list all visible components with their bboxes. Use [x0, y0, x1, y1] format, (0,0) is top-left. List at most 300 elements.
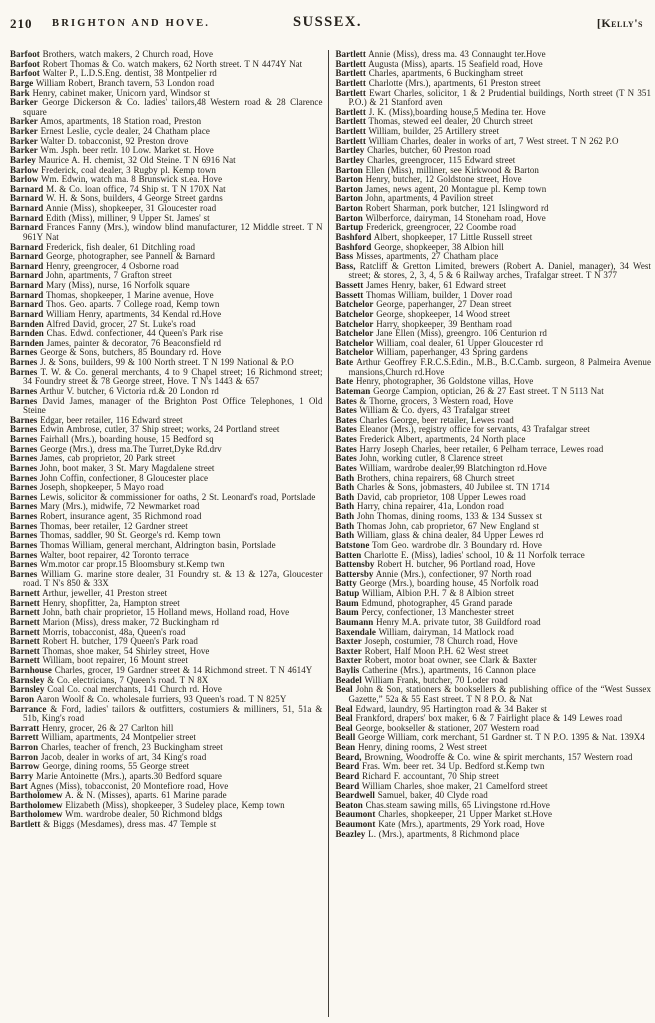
entry-surname: Batchelor	[335, 318, 374, 329]
directory-entry: Batstone Tom Geo. wardrobe dlr. 3 Boundary rd. Hove	[335, 539, 542, 550]
directory-entry: Barnett Robert H. butcher, 179 Queen's Park road	[10, 636, 198, 647]
directory-entry: Barfoot Brothers, watch makers, 2 Church road, Hove	[10, 50, 213, 59]
entry-surname: Barker	[10, 135, 38, 146]
directory-entry: Barnes Edwin Ambrose, cutler, 37 Ship street; works, 24 Portland street	[10, 424, 280, 435]
directory-entry: Barnes David James, manager of the Brighton Post Office Telephones, 1 Old Steine	[10, 395, 323, 416]
directory-entry: Bartlett Charlotte (Mrs.), apartments, 61 Preston street	[335, 77, 541, 88]
entry-surname: Barnden	[10, 328, 44, 339]
directory-entry: Bath Harry, china repairer, 41a, London road	[335, 501, 504, 512]
entry-surname: Barnes	[10, 366, 38, 377]
entry-surname: Barlow	[10, 174, 39, 185]
directory-entry: Barron Jacob, dealer in works of art, 34 King's road	[10, 751, 207, 762]
directory-entry: Barnett Henry, shopfitter, 2a, Hampton street	[10, 597, 180, 608]
directory-entry: Barnes Joseph, shopkeeper, 5 Mayo road	[10, 482, 164, 493]
directory-entry: Barnsley Coal Co. coal merchants, 141 Church rd. Hove	[10, 684, 222, 695]
directory-entry: Bean Henry, dining rooms, 2 West street	[335, 742, 487, 752]
directory-entry: Barnden Alfred David, grocer, 27 St. Luke's road	[10, 318, 196, 329]
directory-entry: Baum Percy, confectioner, 13 Manchester street	[335, 607, 515, 618]
directory-entry: Barnes Mary (Mrs.), midwife, 72 Newmarket road	[10, 501, 200, 512]
entry-surname: Bartlett	[335, 50, 366, 59]
entry-surname: Barnard	[10, 308, 44, 319]
entry-surname: Barton	[335, 203, 363, 213]
directory-entry: Barnes Walter, boot repairer, 42 Toronto terrace	[10, 549, 189, 560]
directory-entry: Bate Henry, photographer, 36 Goldstone villas, Hove	[335, 376, 534, 387]
entry-surname: Bartley	[335, 154, 365, 165]
directory-entry: Bath Thomas John, cab proprietor, 67 New England st	[335, 520, 540, 531]
directory-entry: Barnett Marion (Miss), dress maker, 72 Buckingham rd	[10, 616, 219, 627]
directory-entry: Beard Richard F. accountant, 70 Ship street	[335, 770, 499, 781]
entry-surname: Batty	[335, 578, 357, 589]
directory-entry: Barnes Thomas William, general merchant, Aldrington basin, Portslade	[10, 539, 276, 550]
entry-surname: Batchelor	[335, 308, 374, 319]
entry-surname: Bates	[335, 453, 357, 464]
directory-entry: Barker Ernest Leslie, cycle dealer, 24 Chatham place	[10, 126, 210, 136]
entry-surname: Barnard	[10, 193, 44, 204]
entry-surname: Barnes	[10, 453, 38, 464]
directory-entry: Batchelor George, shopkeeper, 14 Wood street	[335, 308, 511, 319]
entry-surname: Barnden	[10, 318, 44, 329]
directory-entry: Barnes John Coffin, confectioner, 8 Gloucester place	[10, 472, 209, 483]
directory-entry: Barnes Arthur V. butcher, 6 Victoria rd.& 20 London rd	[10, 385, 219, 396]
entry-surname: Bates	[335, 414, 357, 425]
directory-entry: Baxendale William, dairyman, 14 Matlock road	[335, 626, 514, 637]
entry-surname: Barnes	[10, 520, 38, 531]
entry-surname: Barton	[335, 164, 363, 175]
directory-entry: Bashford George, shopkeeper, 38 Albion hill	[335, 241, 504, 252]
directory-entry: Batty George (Mrs.), boarding house, 45 Norfolk road	[335, 578, 539, 589]
directory-entry: Bartholomew Elizabeth (Miss), shopkeeper, 3 Sudeley place, Kemp town	[10, 799, 285, 810]
directory-entry: Barnard M. & Co. loan office, 74 Ship st. T N 170X Nat	[10, 183, 226, 194]
directory-entry: Baxter Robert, motor boat owner, see Clark & Baxter	[335, 655, 537, 666]
entry-surname: Barnes	[10, 385, 38, 396]
running-title-center: SUSSEX.	[293, 14, 362, 30]
entry-surname: Barnard	[10, 251, 44, 262]
directory-entry: Beal Frankford, drapers' box maker, 6 & 7 Fairlight place & 149 Lewes road	[335, 713, 623, 724]
directory-entry: Barley Maurice A. H. chemist, 32 Old Steine. T N 6916 Nat	[10, 154, 236, 165]
directory-entry: Barton Ellen (Miss), milliner, see Kirkwood & Barton	[335, 164, 539, 175]
entry-surname: Barnett	[10, 597, 40, 608]
directory-entry: Batchelor William, coal dealer, 61 Upper Gloucester rd	[335, 337, 544, 348]
directory-entry: Barfoot Walter P., L.D.S.Eng. dentist, 38 Montpelier rd	[10, 68, 217, 79]
entry-surname: Barnes	[10, 424, 38, 435]
entry-surname: Beaton	[335, 799, 363, 810]
directory-entry: Barnett Arthur, jeweller, 41 Preston street	[10, 588, 168, 598]
entry-surname: Bartlett	[335, 106, 366, 117]
directory-entry: Bartlett J. K. (Miss),boarding house,5 Medina ter. Hove	[335, 106, 546, 117]
entry-surname: Bate	[335, 376, 354, 387]
directory-entry: Baxter Joseph, costumier, 78 Church road, Hove	[335, 636, 518, 647]
page-header	[0, 0, 655, 40]
entry-surname: Batten	[335, 549, 362, 560]
column-right	[328, 50, 655, 1017]
directory-entry: Barry Marie Antoinette (Mrs.), aparts.30 Bedford square	[10, 770, 222, 781]
directory-entry: Barrance & Ford, ladies' tailors & outfitters, costumiers & milliners, 51, 51a & 51b, King's road	[10, 703, 323, 724]
entry-surname: Barton	[335, 193, 363, 204]
directory-entry: Barnes J. & Sons, builders, 99 & 100 North street. T N 199 National & P.O	[10, 357, 294, 367]
entry-surname: Barnsley	[10, 684, 45, 695]
directory-entry: Beaton Chas.steam sawing mills, 65 Livingstone rd.Hove	[335, 799, 550, 810]
directory-entry: Beadel William Frank, butcher, 70 Loder road	[335, 674, 508, 685]
directory-columns	[0, 50, 655, 1017]
entry-surname: Bates	[335, 462, 357, 473]
entry-surname: Bartholomew	[10, 799, 63, 810]
entry-surname: Beall	[335, 732, 356, 743]
directory-entry: Bartlett William, builder, 25 Artillery street	[335, 126, 500, 136]
entry-surname: Barnes	[10, 482, 38, 493]
directory-entry: Barnes Lewis, solicitor & commissioner for oaths, 2 St. Leonard's road, Portslade	[10, 491, 316, 502]
entry-surname: Bartlett	[335, 58, 366, 69]
directory-entry: Barnes Wm.motor car propr.15 Bloomsbury st.Kemp twn	[10, 559, 225, 570]
entry-surname: Barfoot	[10, 68, 40, 79]
directory-entry: Barnes William G. marine store dealer, 31 Foundry st. & 13 & 127a, Gloucester road. T N's 850 & 33X	[10, 568, 323, 589]
directory-entry: Bartlett & Biggs (Mesdames), dress mas. 47 Temple st	[10, 819, 217, 829]
entry-surname: Beal	[335, 713, 353, 724]
entry-surname: Beard	[335, 761, 360, 772]
entry-surname: Barton	[335, 183, 363, 194]
entry-surname: Bath	[335, 530, 355, 541]
entry-surname: Bassett	[335, 289, 364, 300]
entry-surname: Barnes	[10, 559, 38, 570]
entry-surname: Batchelor	[335, 337, 374, 348]
directory-entry: Barnard Mary (Miss), nurse, 16 Norfolk square	[10, 280, 190, 290]
directory-entry: Barnes James, cab proprietor, 20 Park street	[10, 453, 176, 464]
directory-entry: Barnes Robert, insurance agent, 35 Richmond road	[10, 511, 202, 521]
entry-surname: Baylis	[335, 665, 360, 675]
directory-entry: Barlow Frederick, coal dealer, 3 Rugby pl. Kemp town	[10, 164, 216, 175]
directory-entry: Barrett William, apartments, 24 Montpelier street	[10, 732, 196, 743]
entry-surname: Baxter	[335, 645, 362, 656]
entry-surname: Bartholomew	[10, 809, 63, 820]
entry-surname: Baum	[335, 597, 359, 608]
entry-surname: Barratt	[10, 722, 40, 733]
entry-surname: Bath	[335, 511, 355, 521]
entry-surname: Bart	[10, 780, 28, 791]
entry-surname: Barnes	[10, 539, 38, 550]
entry-surname: Beaumont	[335, 819, 376, 829]
directory-entry: Bartley Charles, greengrocer, 115 Edward street	[335, 154, 516, 165]
entry-surname: Barker	[10, 145, 38, 156]
entry-surname: Barrow	[10, 761, 40, 772]
entry-surname: Barge	[10, 77, 34, 88]
directory-entry: Bartley Charles, butcher, 60 Preston road	[335, 145, 491, 156]
directory-entry: Baxter Robert, Half Moon P.H. 62 West street	[335, 645, 509, 656]
entry-surname: Bean	[335, 742, 356, 752]
directory-entry: Beal George, bookseller & stationer, 207 Western road	[335, 722, 539, 733]
directory-entry: Bates William & Co. dyers, 43 Trafalgar street	[335, 405, 510, 416]
entry-surname: Barnett	[10, 636, 40, 647]
entry-surname: Bateman	[335, 385, 371, 396]
directory-entry: Barratt Henry, grocer, 26 & 27 Carlton hill	[10, 722, 174, 733]
directory-entry: Barnard George, photographer, see Pannell & Barnard	[10, 251, 215, 262]
entry-surname: Beard,	[335, 751, 362, 762]
entry-surname: Barnes	[10, 501, 38, 512]
entry-surname: Barnett	[10, 626, 40, 637]
entry-surname: Barnes	[10, 530, 38, 541]
entry-surname: Barnett	[10, 655, 40, 666]
entry-surname: Barnes	[10, 462, 38, 473]
entry-surname: Bates	[335, 395, 357, 406]
directory-entry: Barlow Wm. Edwin, watch ma. 8 Brunswick st.ea. Hove	[10, 174, 223, 185]
entry-surname: Batchelor	[335, 347, 374, 358]
entry-surname: Bath	[335, 482, 355, 493]
directory-entry: Barton Wilberforce, dairyman, 14 Stoneham road, Hove	[335, 212, 546, 223]
directory-entry: Bass Misses, apartments, 27 Chatham place	[335, 251, 499, 262]
directory-entry: Bartup Frederick, greengrocer, 22 Coombe road	[335, 222, 517, 233]
directory-entry: Barker Amos, apartments, 18 Station road, Preston	[10, 116, 202, 127]
entry-surname: Barry	[10, 770, 34, 781]
entry-surname: Barnard	[10, 241, 44, 252]
directory-entry: Beazley L. (Mrs.), apartments, 8 Richmond place	[335, 828, 520, 839]
directory-entry: Bass, Ratcliff & Gretton Limited, brewers (Robert A. Daniel, manager), 34 West street; & stores, 2, 3, 4, 5 & 6 Railway arches, Trafalgar street. T N 377	[335, 260, 651, 281]
entry-surname: Barnsley	[10, 674, 45, 685]
page-number: 210	[10, 16, 33, 31]
directory-entry: Beard, Browning, Woodroffe & Co. wine & spirit merchants, 157 Western road	[335, 751, 633, 762]
entry-surname: Barnard	[10, 222, 44, 233]
directory-entry: Barnes George (Mrs.), dress ma.The Turret,Dyke Rd.drv	[10, 443, 222, 454]
directory-entry: Batten Charlotte E. (Miss), ladies' school, 10 & 11 Norfolk terrace	[335, 549, 585, 560]
entry-surname: Barnard	[10, 270, 44, 281]
entry-surname: Barrett	[10, 732, 39, 743]
directory-entry: Barnett Thomas, shoe maker, 54 Shirley street, Hove	[10, 645, 210, 656]
entry-surname: Bate	[335, 357, 354, 367]
directory-entry: Bates Eleanor (Mrs.), registry office for servants, 43 Trafalgar street	[335, 424, 590, 435]
directory-entry: Barnsley & Co. electricians, 7 Queen's road. T N 8X	[10, 674, 209, 685]
directory-entry: Beard William Charles, shoe maker, 21 Camelford street	[335, 780, 548, 791]
entry-surname: Baumann	[335, 616, 374, 627]
directory-entry: Beaumont Charles, shopkeeper, 21 Upper Market st.Hove	[335, 809, 552, 820]
directory-entry: Barnes John, boot maker, 3 St. Mary Magdalene street	[10, 462, 215, 473]
directory-entry: Bartlett Ewart Charles, solicitor, 1 & 2 Prudential buildings, North street (T N 351 P.O.) & 21 Stanford aven	[335, 87, 651, 108]
entry-surname: Bassett	[335, 280, 364, 290]
entry-surname: Barnden	[10, 337, 44, 348]
directory-entry: Bartlett Annie (Miss), dress ma. 43 Connaught ter.Hove	[335, 50, 546, 59]
entry-surname: Bass,	[335, 260, 356, 271]
directory-entry: Beardwell Samuel, baker, 40 Clyde road	[335, 790, 488, 801]
directory-entry: Beall George William, cork merchant, 51 Gardner st. T N P.O. 1395 & Nat. 139X4	[335, 732, 645, 743]
directory-entry: Bates John, working cutler, 8 Clarence street	[335, 453, 503, 464]
entry-surname: Baxter	[335, 655, 362, 666]
directory-entry: Barnes T. W. & Co. general merchants, 4 to 9 Chapel street; 16 Richmond street; 34 Foundry street & 78 George street, Hove. T N's 1443 & 657	[10, 366, 323, 387]
directory-entry: Batchelor George, paperhanger, 27 Dean street	[335, 299, 512, 310]
entry-surname: Bass	[335, 251, 354, 262]
entry-surname: Barnes	[10, 347, 38, 358]
directory-entry: Barnden Chas. Edwd. confectioner, 44 Queen's Park rise	[10, 328, 223, 339]
directory-entry: Bath John Thomas, dining rooms, 133 & 134 Sussex st	[335, 511, 543, 521]
directory-entry: Bassett James Henry, baker, 61 Edward street	[335, 280, 507, 290]
directory-entry: Barnett William, boot repairer, 16 Mount street	[10, 655, 188, 666]
directory-entry: Barnes Thomas, saddler, 90 St. George's rd. Kemp town	[10, 530, 221, 541]
entry-surname: Bartholomew	[10, 790, 63, 801]
entry-surname: Barnes	[10, 357, 38, 367]
entry-surname: Beaumont	[335, 809, 376, 820]
entry-surname: Batstone	[335, 539, 370, 550]
entry-surname: Battersby	[335, 568, 374, 579]
directory-entry: Barnes George & Sons, butchers, 85 Boundary rd. Hove	[10, 347, 222, 358]
directory-entry: Bates & Thorne, grocers, 3 Western road, Hove	[335, 395, 514, 406]
entry-surname: Barnes	[10, 434, 38, 444]
entry-surname: Barnard	[10, 203, 44, 213]
entry-surname: Bartley	[335, 145, 365, 156]
directory-entry: Barron Charles, teacher of french, 23 Buckingham street	[10, 742, 223, 752]
directory-entry: Beal John & Son, stationers & booksellers & publishing office of the “West Sussex Gazette,” 52a & 55 East street. T N 8 P.O. & Nat	[335, 684, 651, 704]
directory-entry: Bartholomew A. & N. (Misses), aparts. 61 Marine parade	[10, 790, 227, 801]
directory-entry: Battensby Robert H. butcher, 96 Portland road, Hove	[335, 559, 536, 570]
entry-surname: Bartlett	[335, 68, 366, 79]
directory-entry: Bath Charles & Sons, jobmasters, 40 Jubilee st. TN 1714	[335, 482, 550, 493]
directory-entry: Barge William Robert, Branch tavern, 53 London road	[10, 77, 215, 88]
entry-surname: Bartup	[335, 222, 364, 233]
entry-surname: Batchelor	[335, 328, 374, 339]
entry-surname: Barnett	[10, 645, 40, 656]
running-title-right: [Kelly's	[596, 16, 643, 30]
entry-surname: Baxendale	[335, 626, 376, 637]
entry-surname: Barnes	[10, 511, 38, 521]
entry-surname: Barfoot	[10, 50, 40, 59]
directory-entry: Barker Wm. Jsph. beer retlr. 10 Low. Market st. Hove	[10, 145, 214, 156]
entry-surname: Bartlett	[335, 126, 366, 136]
entry-surname: Bates	[335, 443, 357, 454]
directory-entry: Barnard Frances Fanny (Mrs.), window blind manufacturer, 12 Middle street. T N 961Y Nat	[10, 222, 323, 242]
directory-entry: Baron Aaron Woolf & Co. wholesale furriers, 93 Queen's road. T N 825Y	[10, 693, 287, 704]
directory-entry: Barnden James, painter & decorator, 76 Beaconsfield rd	[10, 337, 222, 348]
entry-surname: Barley	[10, 154, 36, 165]
directory-entry: Bath Brothers, china repairers, 68 Church street	[335, 472, 515, 483]
directory-entry: Baylis Catherine (Mrs.), apartments, 16 Cannon place	[335, 665, 536, 675]
entry-surname: Beadel	[335, 674, 362, 685]
entry-surname: Barnard	[10, 212, 44, 223]
entry-surname: Bartlett	[335, 77, 366, 88]
entry-surname: Barnes	[10, 549, 38, 560]
directory-entry: Barfoot Robert Thomas & Co. watch makers, 62 North street. T N 4474Y Nat	[10, 58, 303, 69]
directory-entry: Barker George Dickerson & Co. ladies' tailors,48 Western road & 28 Clarence square	[10, 97, 323, 117]
entry-surname: Batchelor	[335, 299, 374, 310]
entry-surname: Beal	[335, 684, 353, 695]
entry-surname: Barnes	[10, 568, 38, 579]
entry-surname: Barron	[10, 742, 39, 752]
directory-entry: Barton James, news agent, 20 Montague pl. Kemp town	[335, 183, 547, 194]
directory-entry: Barnard Frederick, fish dealer, 61 Ditchling road	[10, 241, 196, 252]
entry-surname: Barnes	[10, 443, 38, 454]
directory-entry: Bartlett Augusta (Miss), aparts. 15 Seafield road, Hove	[335, 58, 543, 69]
directory-entry: Bath William, glass & china dealer, 84 Upper Lewes rd	[335, 530, 544, 541]
directory-entry: Barker Walter D. tobacconist, 92 Preston drove	[10, 135, 189, 146]
entry-surname: Barton	[335, 212, 363, 223]
directory-entry: Bateman George Campion, optician, 26 & 27 East street. T N 5113 Nat	[335, 385, 604, 396]
directory-entry: Bates Harry Joseph Charles, beer retailer, 6 Pelham terrace, Lewes road	[335, 443, 604, 454]
entry-surname: Bartlett	[335, 135, 366, 146]
entry-surname: Baron	[10, 693, 35, 704]
directory-entry: Bartlett William Charles, dealer in works of art, 7 West street. T N 262 P.O	[335, 135, 619, 146]
entry-surname: Bath	[335, 472, 355, 483]
directory-entry: Barnard William Henry, apartments, 34 Kendal rd.Hove	[10, 308, 222, 319]
directory-entry: Bartholomew Wm. wardrobe dealer, 50 Richmond bldgs	[10, 809, 223, 820]
entry-surname: Barnard	[10, 183, 44, 194]
entry-surname: Baxter	[335, 636, 362, 647]
directory-entry: Barnard Thomas, shopkeeper, 1 Marine avenue, Hove	[10, 289, 214, 300]
directory-entry: Barton Robert Sharman, pork butcher, 121 Islingword rd	[335, 203, 549, 213]
directory-entry: Batchelor Jane Ellen (Miss), greengro. 106 Centurion rd	[335, 328, 547, 339]
directory-entry: Bartlett Charles, apartments, 6 Buckingham street	[335, 68, 524, 79]
directory-entry: Bates Charles George, beer retailer, Lewes road	[335, 414, 514, 425]
entry-surname: Bartlett	[335, 87, 366, 98]
directory-entry: Batchelor Harry, shopkeeper, 39 Bentham road	[335, 318, 512, 329]
directory-entry: Barnard W. H. & Sons, builders, 4 George Street gardns	[10, 193, 223, 204]
directory-entry: Baumann Henry M.A. private tutor, 38 Guildford road	[335, 616, 541, 627]
directory-entry: Bartlett Thomas, stewed eel dealer, 20 Church street	[335, 116, 533, 127]
entry-surname: Bates	[335, 434, 357, 444]
directory-entry: Barnard Edith (Miss), milliner, 9 Upper St. James' st	[10, 212, 210, 223]
entry-surname: Battensby	[335, 559, 375, 570]
entry-surname: Barnes	[10, 472, 38, 483]
entry-surname: Bartlett	[10, 819, 41, 829]
directory-entry: Barnard Thos. Geo. aparts. 7 College road, Kemp town	[10, 299, 220, 310]
directory-entry: Beal Edward, laundry, 95 Hartington road & 34 Baker st	[335, 703, 547, 714]
directory-entry: Bassett Thomas William, builder, 1 Dover road	[335, 289, 513, 300]
entry-surname: Barnard	[10, 260, 44, 271]
entry-surname: Baum	[335, 607, 359, 618]
directory-entry: Barnett John, bath chair proprietor, 15 Holland mews, Holland road, Hove	[10, 607, 290, 618]
entry-surname: Barlow	[10, 164, 39, 175]
entry-surname: Beazley	[335, 828, 366, 839]
column-left	[0, 50, 328, 1017]
directory-entry: Barton John, apartments, 4 Pavilion street	[335, 193, 494, 204]
entry-surname: Bath	[335, 501, 355, 512]
directory-entry: Barnett Morris, tobacconist, 48a, Queen's road	[10, 626, 186, 637]
entry-surname: Barnard	[10, 299, 44, 310]
directory-entry: Bates Frederick Albert, apartments, 24 North place	[335, 434, 526, 444]
running-title-left: BRIGHTON AND HOVE.	[52, 18, 211, 29]
entry-surname: Beard	[335, 770, 360, 781]
entry-surname: Batup	[335, 588, 360, 598]
entry-surname: Bath	[335, 520, 355, 531]
entry-surname: Beardwell	[335, 790, 375, 801]
entry-surname: Bashford	[335, 231, 372, 242]
entry-surname: Bashford	[335, 241, 372, 252]
entry-surname: Barker	[10, 97, 38, 108]
entry-surname: Barnes	[10, 414, 38, 425]
directory-entry: Barnes Edgar, beer retailer, 116 Edward street	[10, 414, 183, 425]
entry-surname: Barnard	[10, 280, 44, 290]
entry-surname: Beal	[335, 722, 353, 733]
directory-entry: Bart Agnes (Miss), tobacconist, 20 Montefiore road, Hove	[10, 780, 229, 791]
entry-surname: Barnett	[10, 616, 40, 627]
directory-entry: Battersby Annie (Mrs.), confectioner, 97 North road	[335, 568, 532, 579]
directory-entry: Beard Fras. Wm. beer ret. 34 Up. Bedford st.Kemp twn	[335, 761, 545, 772]
entry-surname: Barton	[335, 174, 363, 185]
entry-surname: Barnard	[10, 289, 44, 300]
directory-entry: Bath David, cab proprietor, 108 Upper Lewes road	[335, 491, 526, 502]
directory-entry: Bate Arthur Geoffrey F.R.C.S.Edin., M.B., B.C.Camb. surgeon, 8 Palmeira Avenue mansions,Church rd.Hove	[335, 357, 651, 377]
directory-entry: Bashford Albert, shopkeeper, 17 Little Russell street	[335, 231, 533, 242]
entry-surname: Bates	[335, 405, 357, 416]
directory-entry: Bates William, wardrobe dealer,99 Blatchington rd.Hove	[335, 462, 547, 473]
directory-entry: Barrow George, dining rooms, 55 George street	[10, 761, 190, 772]
entry-surname: Beal	[335, 703, 353, 714]
entry-surname: Barnes	[10, 395, 38, 406]
entry-surname: Beard	[335, 780, 360, 791]
entry-surname: Barron	[10, 751, 39, 762]
entry-surname: Barnhouse	[10, 665, 52, 675]
entry-surname: Barnett	[10, 607, 40, 618]
entry-surname: Barker	[10, 116, 38, 127]
directory-entry: Barnard Henry, greengrocer, 4 Osborne road	[10, 260, 179, 271]
directory-entry: Baum Edmund, photographer, 45 Grand parade	[335, 597, 513, 608]
directory-entry: Barnard Annie (Miss), shopkeeper, 31 Gloucester road	[10, 203, 217, 213]
directory-entry: Barnhouse Charles, grocer, 19 Gardner street & 14 Richmond street. T N 4614Y	[10, 665, 313, 675]
directory-entry: Beaumont Kate (Mrs.), apartments, 29 York road, Hove	[335, 819, 545, 829]
entry-surname: Barker	[10, 126, 38, 136]
directory-entry: Barnard John, apartments, 7 Grafton street	[10, 270, 172, 281]
